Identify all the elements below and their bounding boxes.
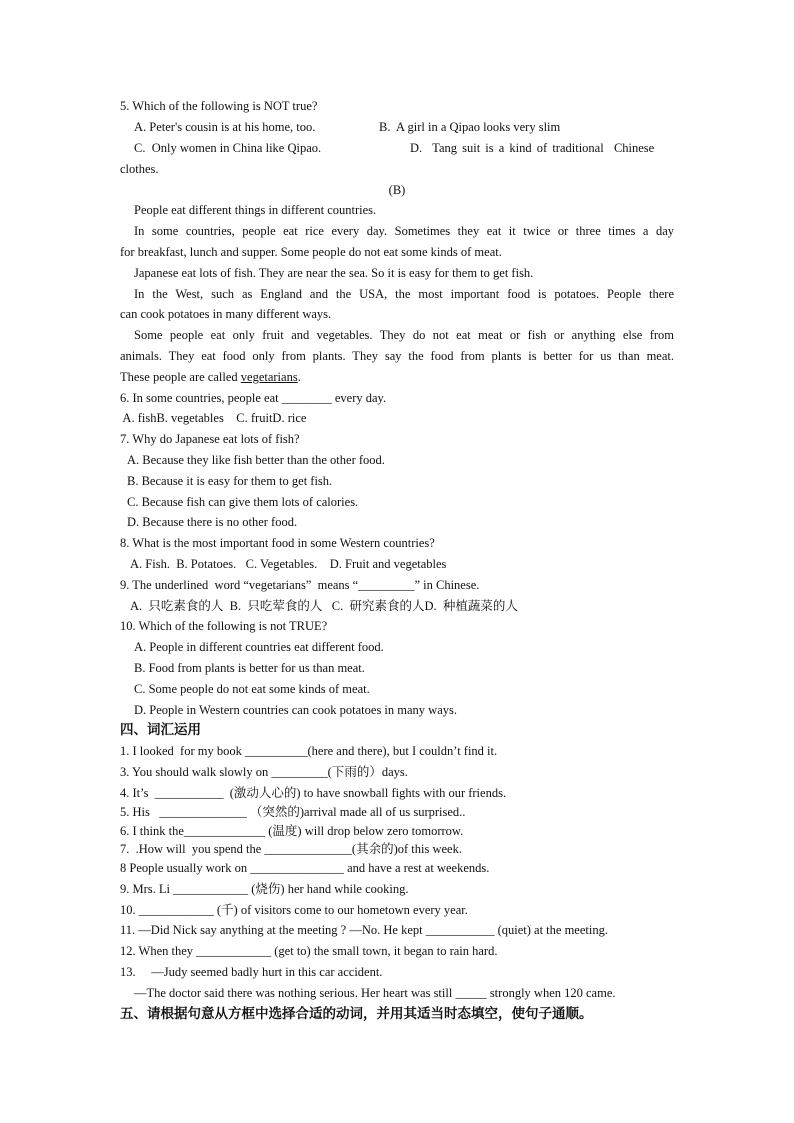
question-10-option-a: A. People in different countries eat different food. [134,640,384,654]
vocab-item-10: 10. ____________ (千) of visitors come to our hometown every year. [120,903,468,917]
vocab-item-13: 13. —Judy seemed badly hurt in this car accident. [120,965,383,979]
question-8-options: A. Fish. B. Potatoes. C. Vegetables. D. Fruit and vegetables [130,557,447,571]
line-prefix: These people are called [120,370,241,384]
question-5-option-c: C. Only women in China like Qipao. [134,141,322,155]
passage-b-paragraph-1: People eat different things in different countries. [134,203,377,217]
question-5-option-d: D. Tang suit is a kind of traditional Chinese [410,141,655,155]
section-5-title: 五、请根据句意从方框中选择合适的动词，并用其适当时态填空，使句子通顺。 [120,1006,593,1022]
question-7-option-c: C. Because fish can give them lots of calories. [127,495,359,509]
question-9: 9. The underlined word “vegetarians” means “_________” in Chinese. [120,578,480,592]
section-4-title: 四、词汇运用 [120,722,201,738]
question-7-option-d: D. Because there is no other food. [127,515,298,529]
vocab-item-1: 1. I looked for my book __________(here and there), but I couldn’t find it. [120,744,498,758]
passage-b-paragraph-5-line-1: Some people eat only fruit and vegetables. They do not eat meat or fish or anything else from [134,328,674,342]
vocab-item-5: 5. His ______________ （突然的)arrival made all of us surprised.. [120,805,466,819]
question-10-option-d: D. People in Western countries can cook potatoes in many ways. [134,703,457,717]
question-9-options: A. 只吃素食的人 B. 只吃荤食的人 C. 研究素食的人D. 种植蔬菜的人 [130,599,518,613]
passage-b-paragraph-4-line-1: In the West, such as England and the USA, the most important food is potatoes. People there [134,287,674,301]
underlined-word-vegetarians: vegetarians [240,370,298,384]
question-10-option-c: C. Some people do not eat some kinds of meat. [134,682,370,696]
passage-b-paragraph-5-line-3 [120,369,301,385]
question-7: 7. Why do Japanese eat lots of fish? [120,432,300,446]
question-6: 6. In some countries, people eat ________ every day. [120,391,387,405]
question-5-option-d-continued: clothes. [120,162,159,176]
question-10: 10. Which of the following is not TRUE? [120,619,328,633]
passage-b-paragraph-3: Japanese eat lots of fish. They are near the sea. So it is easy for them to get fish. [134,266,534,280]
vocab-item-3: 3. You should walk slowly on _________(下雨的）days. [120,765,408,779]
passage-b-paragraph-5-line-2: animals. They eat food only from plants. They say the food from plants is better for us than meat. [120,349,674,363]
question-8: 8. What is the most important food in some Western countries? [120,536,435,550]
vocab-item-7: 7. .How will you spend the ______________(其余的)of this week. [120,842,462,856]
question-5-option-b: B. A girl in a Qipao looks very slim [379,120,561,134]
vocab-item-9: 9. Mrs. Li ____________ (烧伤) her hand while cooking. [120,882,409,896]
question-5: 5. Which of the following is NOT true? [120,99,318,113]
question-7-option-a: A. Because they like fish better than the other food. [127,453,385,467]
vocab-item-11: 11. —Did Nick say anything at the meeting ? —No. He kept ___________ (quiet) at the meeting. [120,923,608,937]
line-suffix: . [297,370,301,384]
question-10-option-b: B. Food from plants is better for us than meat. [134,661,365,675]
vocab-item-6: 6. I think the_____________ (温度) will drop below zero tomorrow. [120,824,464,838]
passage-b-paragraph-2-line-2: for breakfast, lunch and supper. Some people do not eat some kinds of meat. [120,245,502,259]
vocab-item-13-response: —The doctor said there was nothing serious. Her heart was still _____ strongly when 120 came. [134,986,616,1000]
question-6-options: A. fishB. vegetables C. fruitD. rice [120,411,307,425]
passage-b-paragraph-4-line-2: can cook potatoes in many different ways. [120,307,332,321]
passage-b-label: (B) [388,183,406,197]
question-5-option-a: A. Peter's cousin is at his home, too. [134,120,316,134]
vocab-item-12: 12. When they ____________ (get to) the small town, it began to rain hard. [120,944,498,958]
question-7-option-b: B. Because it is easy for them to get fish. [127,474,333,488]
vocab-item-4: 4. It’s ___________ (激动人心的) to have snowball fights with our friends. [120,786,507,800]
vocab-item-8: 8 People usually work on _______________ and have a rest at weekends. [120,861,490,875]
passage-b-paragraph-2-line-1: In some countries, people eat rice every day. Sometimes they eat it twice or three times a day [134,224,674,238]
